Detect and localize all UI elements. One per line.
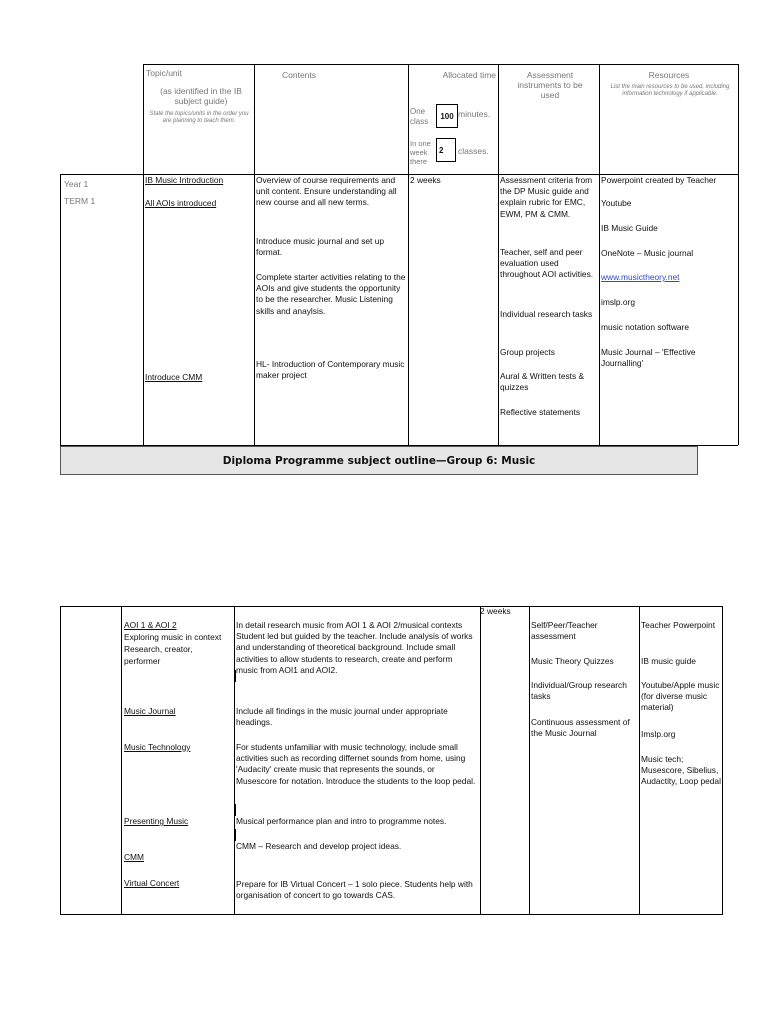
topic-aoi-line-3: performer (124, 656, 161, 666)
topic-introduce-cmm: Introduce CMM (145, 372, 203, 382)
assessment-item: Self/Peer/Teacher assessment (531, 620, 598, 642)
contents-hl-cmm: HL- Introduction of Contemporary music maker project (256, 359, 405, 381)
topic-music-technology: Music Technology (124, 742, 191, 752)
contents-cmm: CMM – Research and develop project ideas. (236, 841, 402, 851)
header-contents: Contents (281, 70, 317, 80)
header-topic-note: State the topics/units in the order you are planning to teach them. (149, 111, 249, 124)
assessment-item: Music Theory Quizzes (531, 656, 614, 666)
contents-virtual: Prepare for IB Virtual Concert – 1 solo piece. Students help with organisation of concert to go towards CAS. (236, 879, 473, 901)
resource-item: IB music guide (641, 656, 696, 666)
resource-item: Imslp.org (641, 729, 676, 739)
topic-aoi-title: AOI 1 & AOI 2 (124, 620, 177, 630)
footer-banner (60, 446, 698, 475)
one-week-label: In one week there (410, 139, 431, 166)
topic-aoi-line-2: Research, creator, (124, 644, 193, 654)
assessment-item: Group projects (500, 347, 555, 357)
assessment-item: Reflective statements (500, 407, 581, 417)
topic-virtual-concert: Virtual Concert (124, 878, 180, 888)
header-allocated-time: Allocated time (442, 70, 496, 80)
resource-item: Music Journal – 'Effective Journalling' (601, 347, 696, 369)
assessment-item: Individual/Group research tasks (531, 680, 627, 702)
header-topic-title: Topic/unit (146, 68, 182, 78)
header-assessment: Assessment instruments to be used (517, 70, 583, 100)
contents-aoi: In detail research music from AOI 1 & AOI 2/musical contexts Student led but guided by the teacher. Include analysis of works and understanding of theoretical background. Include small activities to allow students to research, create and perform music from AOI1 and AOI2. (236, 620, 473, 675)
class-length-box: 100 (436, 104, 458, 128)
footer-banner-text: Diploma Programme subject outline—Group 6: Music (222, 454, 536, 467)
minutes-label: minutes. (458, 109, 491, 119)
resource-item: Youtube (601, 198, 632, 208)
year-label: Year 1 (64, 179, 89, 189)
resource-item: OneNote – Music journal (601, 248, 694, 258)
time-allocated: 2 weeks (410, 175, 441, 185)
topic-presenting-music: Presenting Music (124, 816, 189, 826)
classes-label: classes. (458, 146, 489, 156)
assessment-item: Aural & Written tests & quizzes (500, 371, 585, 393)
classes-per-week-box: 2 (436, 138, 456, 162)
contents-journal: Introduce music journal and set up format. (256, 236, 385, 258)
resource-item: Music tech; Musescore, Sibelius, Audactity, Loop pedal (641, 754, 721, 787)
contents-presenting: Musical performance plan and intro to programme notes. (236, 816, 447, 826)
topic-all-aois: All AOIs introduced (145, 198, 217, 208)
resource-item: Teacher Powerpoint (641, 620, 716, 630)
time-allocated: 2 weeks (480, 606, 511, 616)
resource-item: IB Music Guide (601, 223, 658, 233)
contents-overview: Overview of course requirements and unit content. Ensure understanding all new course and all new terms. (256, 175, 397, 208)
resource-item: Powerpoint created by Teacher (601, 175, 717, 185)
resource-item: imslp.org (601, 297, 635, 307)
resource-item: music notation software (601, 322, 689, 332)
topic-music-journal: Music Journal (124, 706, 176, 716)
assessment-item: Continuous assessment of the Music Journal (531, 717, 630, 739)
term-label: TERM 1 (64, 196, 96, 206)
topic-aoi-line-1: Exploring music in context (124, 632, 222, 642)
contents-starter: Complete starter activities relating to the AOIs and give students the opportunity to be the researcher. Music Listening skills and anaylsis. (256, 272, 406, 316)
header-resources-note: List the main resources to be used, including information technology if applicable. (610, 84, 730, 97)
header-topic-subtitle: (as identified in the IB subject guide) (160, 86, 242, 106)
assessment-item: Individual research tasks (500, 309, 593, 319)
contents-journal: Include all findings in the music journal under appropriate headings. (236, 706, 448, 728)
topic-ib-music-intro: IB Music Introduction (145, 175, 224, 185)
resource-item: Youtube/Apple music (for diverse music material) (641, 680, 720, 713)
assessment-item: Teacher, self and peer evaluation used throughout AOI activities. (500, 247, 594, 280)
contents-tech: For students unfamiliar with music technology, include small activities such as recording differnet sounds from home, using 'Audacity' create music that represents the sounds, or Musescore for notation. Introduce the students to the loop pedal. (236, 742, 476, 786)
one-class-label: One class (410, 107, 429, 126)
topic-cmm: CMM (124, 852, 145, 862)
musictheory-link[interactable]: www.musictheory.net (601, 272, 680, 282)
header-resources: Resources (648, 70, 690, 80)
assessment-item: Assessment criteria from the DP Music guide and explain rubric for EMC, EWM, PM & CMM. (500, 175, 593, 219)
